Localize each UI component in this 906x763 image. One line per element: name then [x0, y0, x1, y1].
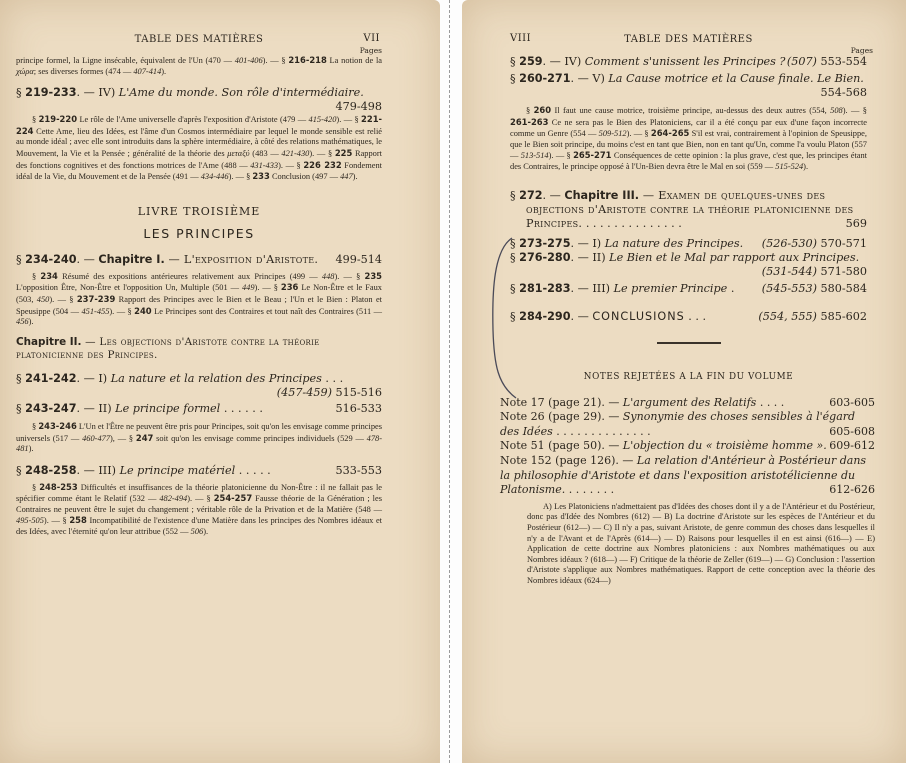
- entry-272-chapter-3: § 272. — Chapitre III. — Examen de quelques-unes des objections d'Aristote contre la théorie platonicienne des Principes. . . . . . . . . . . . . . . 569: [510, 188, 867, 230]
- entry-276-280: § 276-280. — II) Le Bien et le Mal par rapport aux Principes.: [510, 250, 860, 264]
- right-running-title: TABLE DES MATIÈRES: [624, 34, 753, 45]
- continuation-paragraph: principe formel, la Ligne insécable, équivalent de l'Un (470 — 401-406). — § 216-218 La notion de la χώρα; ses diverses formes (474 — 407-414).: [16, 55, 382, 76]
- left-running-title: TABLE DES MATIÈRES: [134, 34, 264, 45]
- summary-260-271: § 260 Il faut une cause motrice, troisième principe, au-dessus des deux autres (554, 508). — § 261-263 Ce ne sera pas le Bien des Platoniciens, car il a été conçu par eux d'une façon incorrecte comme un Genre (554 — 509-512). — § 264-265 S'il est vrai, contrairement à l'opinion de Speusippe, que le Bien soit principe, du moins c'est en tant que Bien, non en tant qu'Un, comme l'a voulu Platon (557 — 513-514). — § 265-271 Conséquences de cette opinion : la plus grave, c'est que, les principes étant des Contraires, le principe opposé à l'Un-Bien devra être le Mal en soi (559 — 515-524).: [510, 105, 867, 171]
- note-152: Note 152 (page 126). — La relation d'Antérieur à Postérieur dans la philosophie d'Aristote et dans l'exposition aristotélicienne du Platonisme. . . . . . . . 612-626: [500, 453, 875, 497]
- entry-281-283: § 281-283. — III) Le premier Principe . (545-553) 580-584: [510, 281, 867, 295]
- right-header: [510, 0, 867, 46]
- chapter-2-heading: Chapitre II. — Les objections d'Aristote contre la théorie platonicienne des Principes.: [16, 335, 320, 362]
- notes-title: NOTES REJETÉES A LA FIN DU VOLUME: [583, 371, 794, 382]
- note-26: Note 26 (page 29). — Synonymie des choses sensibles à l'égard des Idées . . . . . . . . . . . . . . 605-608: [500, 410, 875, 438]
- entry-273-275: § 273-275. — I) La nature des Principes. (526-530) 570-571: [510, 236, 867, 250]
- entry-234-240: § 234-240. — Chapitre I. — L'exposition d'Aristote. 499-514: [16, 252, 382, 266]
- left-pages-label: Pages: [359, 46, 382, 55]
- note-152-summary: A) Les Platoniciens n'admettaient pas d'Idées des choses dont il y a de l'Antérieur et du Postérieur, donc pas d'Idée des Nombres (612) — B) La doctrine d'Aristote sur les espèces de l'Antérieur et du Postérieur (612—) — C) Il n'y a pas, suivant Aristote, de genre commun des choses dans lesquelles il n'y a de l'Avant et de l'Après (614—) — D) Raisons pour lesquelles il en est ainsi (616—) — E) Application de cette doctrine aux Nombres platoniciens : aux Nombres mathématiques ou aux Nombres idéaux ? (618—) — F) Critique de la théorie de Zeller (619—) — G) Conclusion : l'assertion d'Aristote s'applique aux Nombres mathématiques. Rapport de cette conception avec la théorie des Nombres idéaux (624—): [527, 501, 875, 585]
- left-page-content: [16, 0, 382, 538]
- summary-219-233: § 219-220 Le rôle de l'Ame universelle d'après l'exposition d'Aristote (479 — 415-420). — § 221-224 Cette Ame, lieu des Idées, est l'âme d'un Cosmos intermédiaire par lequel le monde sensible est relié au monde idéal ; avec elle sont introduits dans la sphère intermédiaire, à côté des relations mathématiques, le Mouvement, la Vie et la Pensée ; généralité de la théorie des μεταξύ (483 — 421-430). — § 225 Rapport des fonctions cognitives et des fonctions motrices de l'Ame (488 — 431-433). — § 226 232 Fondement idéal de la Vie, du Mouvement et de la Pensée (491 — 434-446). — § 233 Conclusion (497 — 447).: [16, 114, 383, 182]
- note-51: Note 51 (page 50). — L'objection du « troisième homme ». 609-612: [500, 439, 875, 453]
- summary-248-258: § 248-253 Difficultés et insuffisances de la théorie platonicienne du Non-Être : il ne fallait pas le spécifier comme étant le Relatif (532 — 482-494). — § 254-257 Fausse théorie de la Génération ; les Contraires ne peuvent être le sujet du changement ; véritable rôle de la Privation et de la Matière (548 — 495-505). — § 258 Incompatibilité de l'existence d'une Matière dans les principes des Nombres idéaux et des Idées, avec l'éternité qu'on leur attribue (552 — 506).: [16, 481, 383, 537]
- summary-234-240: § 234 Résumé des expositions antérieures relativement aux Principes (499 — 448). — § 235 L'opposition Être, Non-Être et l'opposition Un, Multiple (501 — 449). — § 236 Le Non-Être et le Faux (503, 450). — § 237-239 Rapport des Principes avec le Bien et le Beau ; l'Un et le Bien : Platon et Speusippe (504 — 451-455). — § 240 Le Principes sont des Contraires et tout naît des Contraires (511 — 456).: [16, 270, 383, 327]
- entry-284-290-conclusions: § 284-290. — CONCLUSIONS . . . (554, 555) 585-602: [510, 309, 867, 323]
- entry-241-242-pages: (457-459) 515-516: [276, 385, 382, 399]
- right-page: [462, 0, 906, 763]
- page-gutter-divider: [449, 0, 450, 763]
- notes-list: [500, 396, 875, 587]
- book-subtitle: LES PRINCIPES: [143, 225, 255, 241]
- entry-219-233: § 219-233. — IV) L'Ame du monde. Son rôle d'intermédiaire.: [16, 86, 364, 100]
- entry-241-242: § 241-242. — I) La nature et la relation des Principes . . .: [16, 371, 344, 385]
- right-page-content: [500, 0, 875, 586]
- entry-219-233-pages: 479-498: [335, 100, 382, 114]
- note-17: Note 17 (page 21). — L'argument des Relatifs . . . . 603-605: [500, 395, 875, 409]
- entry-276-280-pages: (531-544) 571-580: [761, 264, 867, 278]
- right-page-number: VIII: [510, 33, 532, 44]
- left-page: [0, 0, 440, 763]
- entry-243-247: § 243-247. — II) Le principe formel . . . . . . 516-533: [16, 401, 382, 415]
- entry-260-271: § 260-271. — V) La Cause motrice et la Cause finale. Le Bien.: [510, 72, 864, 85]
- entry-260-271-pages: 554-568: [820, 86, 867, 99]
- left-page-number: VII: [363, 33, 380, 44]
- entry-248-258: § 248-258. — III) Le principe matériel . . . . . 533-553: [16, 463, 382, 477]
- summary-243-247: § 243-246 L'Un et l'Être ne peuvent être pris pour Principes, soit qu'on les envisage comme principes universels (517 — 460-477), — § 247 soit qu'on les envisage comme principes individuels (529 — 478-481).: [16, 420, 382, 454]
- left-header: [16, 0, 382, 46]
- book-title: LIVRE TROISIÈME: [137, 204, 261, 218]
- right-pages-label: Pages: [850, 46, 873, 55]
- entry-259: § 259. — IV) Comment s'unissent les Principes ? (507) 553-554: [510, 55, 867, 68]
